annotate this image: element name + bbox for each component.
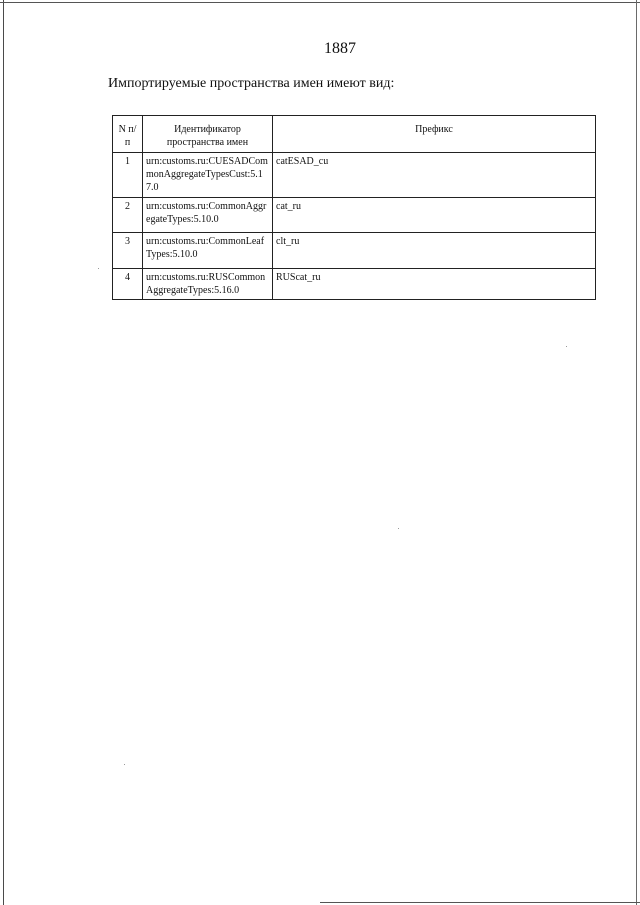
namespace-identifier: urn:customs.ru:CUESADCommonAggregateTypesCust:5.17.0 <box>143 153 273 198</box>
row-number: 4 <box>113 269 143 300</box>
header-identifier: Идентификатор пространства имен <box>143 116 273 153</box>
scan-frame-bottom-edge <box>320 902 640 903</box>
scan-speck <box>566 346 567 347</box>
namespace-prefix: cat_ru <box>273 198 596 233</box>
namespace-identifier: urn:customs.ru:CommonLeafTypes:5.10.0 <box>143 233 273 269</box>
row-number: 1 <box>113 153 143 198</box>
namespace-table <box>112 115 596 300</box>
scan-speck <box>398 528 399 529</box>
namespace-prefix: catESAD_cu <box>273 153 596 198</box>
table-row <box>113 198 596 233</box>
namespace-prefix: clt_ru <box>273 233 596 269</box>
intro-paragraph: Импортируемые пространства имен имеют вид: <box>108 76 395 91</box>
scan-speck <box>124 764 125 765</box>
table-row <box>113 233 596 269</box>
scan-frame-left-edge <box>3 0 4 905</box>
row-number: 3 <box>113 233 143 269</box>
page-number: 1887 <box>324 40 356 57</box>
scan-frame-top-edge <box>0 2 640 3</box>
header-prefix: Префикс <box>273 116 596 153</box>
namespace-identifier: urn:customs.ru:RUSCommonAggregateTypes:5.16.0 <box>143 269 273 300</box>
namespace-identifier: urn:customs.ru:CommonAggregateTypes:5.10.0 <box>143 198 273 233</box>
table-header-row <box>113 116 596 153</box>
scan-frame-right-edge <box>636 0 637 905</box>
scan-speck <box>98 268 99 269</box>
table-row <box>113 269 596 300</box>
namespace-prefix: RUScat_ru <box>273 269 596 300</box>
table-row <box>113 153 596 198</box>
header-num: N п/п <box>113 116 143 153</box>
row-number: 2 <box>113 198 143 233</box>
